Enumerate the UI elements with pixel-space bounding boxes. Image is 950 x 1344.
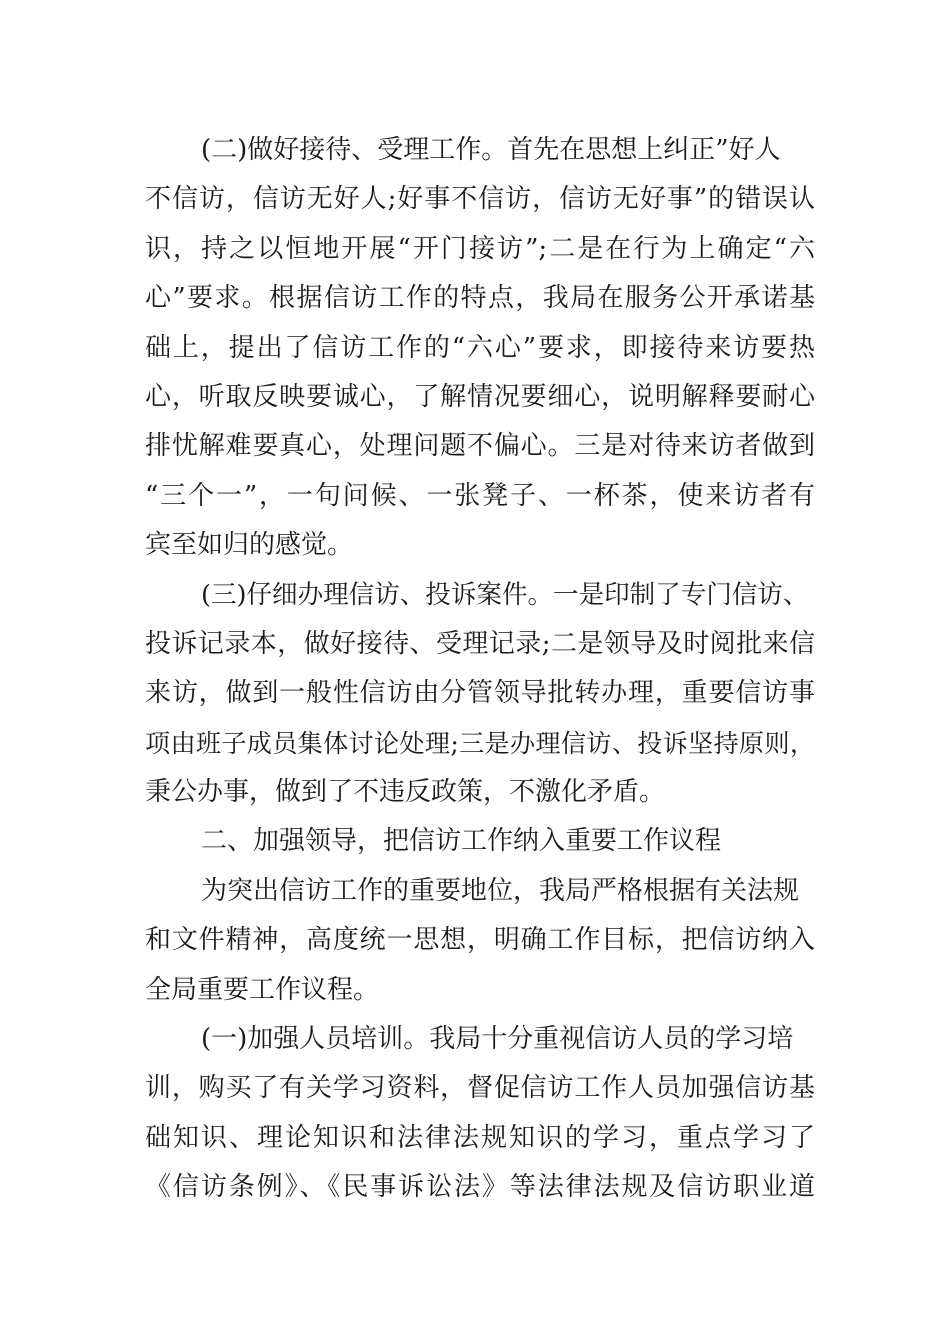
text-line: “三个一”，一句问候、一张凳子、一杯茶，使来访者有	[145, 480, 815, 511]
text-line: (一)加强人员培训。我局十分重视信访人员的学习培	[201, 1024, 794, 1055]
text-line: (三)仔细办理信访、投诉案件。一是印制了专门信访、	[201, 579, 809, 610]
text-line: 心”要求。根据信访工作的特点，我局在服务公开承诺基	[145, 283, 815, 314]
text-line: 全局重要工作议程。	[145, 974, 380, 1005]
text-line: 础上，提出了信访工作的“六心”要求，即接待来访要热	[145, 332, 815, 363]
document-body	[145, 126, 815, 1213]
text-line: 排忧解难要真心，处理问题不偏心。三是对待来访者做到	[145, 431, 815, 462]
text-line: 和文件精神，高度统一思想，明确工作目标，把信访纳入	[145, 925, 815, 956]
text-line: 项由班子成员集体讨论处理;三是办理信访、投诉坚持原则，	[145, 728, 815, 758]
section-heading: 二、加强领导，把信访工作纳入重要工作议程	[201, 826, 722, 857]
text-line: 宾至如归的感觉。	[145, 530, 354, 561]
text-line: 来访，做到一般性信访由分管领导批转办理，重要信访事	[145, 678, 815, 709]
text-line: 训，购买了有关学习资料，督促信访工作人员加强信访基	[145, 1073, 815, 1104]
text-line: 秉公办事，做到了不违反政策，不激化矛盾。	[145, 777, 666, 808]
text-line: 投诉记录本，做好接待、受理记录;二是领导及时阅批来信	[145, 628, 815, 659]
text-line: 心，听取反映要诚心，了解情况要细心，说明解释要耐心	[145, 381, 815, 412]
text-line: 不信访，信访无好人;好事不信访，信访无好事”的错误认	[145, 184, 815, 215]
text-line: 《信访条例》、《民事诉讼法》等法律法规及信访职业道	[145, 1172, 815, 1203]
text-line: 识，持之以恒地开展“开门接访”;二是在行为上确定“六	[145, 233, 815, 264]
text-line: 础知识、理论知识和法律法规知识的学习，重点学习了	[145, 1122, 815, 1153]
text-line: (二)做好接待、受理工作。首先在思想上纠正”好人	[201, 135, 781, 165]
text-line: 为突出信访工作的重要地位，我局严格根据有关法规	[201, 875, 800, 906]
